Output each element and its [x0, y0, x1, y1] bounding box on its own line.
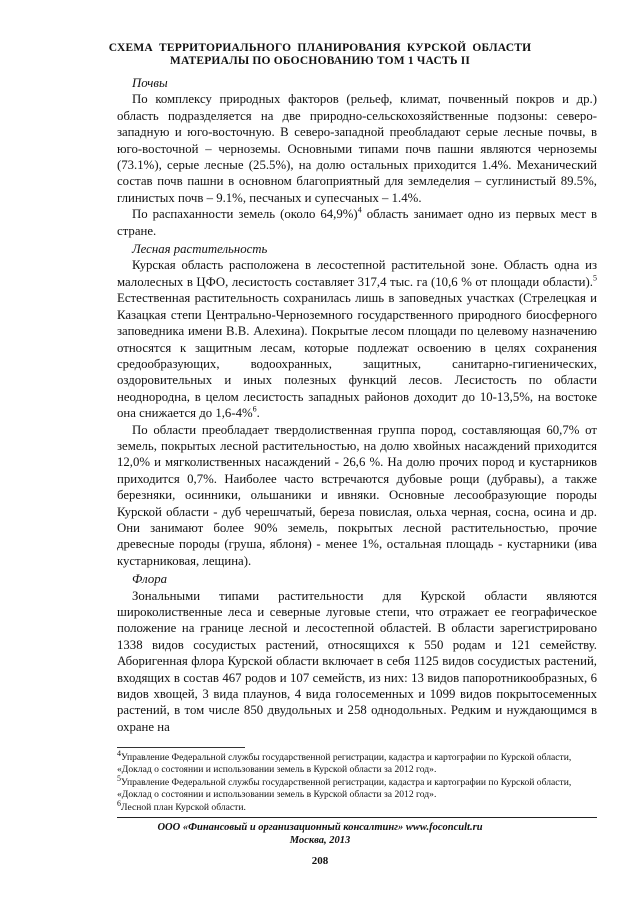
footnote-5: [117, 773, 597, 802]
document-body: [117, 73, 597, 735]
header-title: СХЕМА ТЕРРИТОРИАЛЬНОГО ПЛАНИРОВАНИЯ КУРСКОЙ ОБЛАСТИ: [108, 42, 532, 54]
footer-company: ООО «Финансовый и организационный консалтинг» www.foconcult.ru: [157, 822, 483, 833]
text-span: область занимает одно из первых мест в стране.: [117, 207, 597, 238]
section-title-flora: Флора: [132, 572, 168, 587]
footnotes: [117, 748, 597, 814]
text-span: Естественная растительность сохранилась лишь в заповедных участках (Стрелецкая и Казацкая степи Центрально-Черноземного государственного природного биосферного заповедника имени В.В. Алехина). Покрытые лесом площади по целевому назначению относятся к защитным лесам, которые подлежат освоению в целях сохранения средообразующих, водоохранных, защитных, санитарно-гигиенических, оздоровительных и иных полезных функций лесов. Лесистость по области неоднородна, в целом лесистость западных районов доходит до 10-13,5%, на востоке она снижается до 1,6-4%: [117, 291, 597, 421]
footnote-ref-4: 4: [357, 205, 362, 215]
footer-city-year: Москва, 2013: [289, 835, 351, 846]
footer-divider: [117, 817, 597, 818]
footnote-number: 6: [117, 798, 121, 808]
section-title-soils: Почвы: [132, 76, 168, 90]
paragraph-flora-1: Зональными типами растительности для Курской области являются широколиственные леса и северные луговые степи, что отражает ее географическое положение на границе лесной и лесостепной областей. В области зарегистрировано 1338 видов сосудистых растений, относящихся к 550 родам и 121 семейству. Аборигенная флора Курской области включает в себя 1125 видов сосудистых растений, входящих в состав 467 родов и 107 семейств, из них: 13 видов папоротникообразных, 6 видов хвощей, 3 вида плаунов, 4 вида голосеменных и 1099 видов покрытосеменных растений, в том числе 850 двудольных и 258 однодольных. Редким и нуждающимся в охране на: [117, 588, 597, 734]
footnote-number: 5: [117, 773, 121, 783]
text-span: По распаханности земель (около 64,9%): [132, 207, 358, 222]
footnote-4: [117, 748, 597, 777]
footnote-number: 4: [117, 748, 121, 758]
footnote-text: Управление Федеральной службы государственной регистрации, кадастра и картографии по Курской области, «Доклад о состоянии и использовании земель в Курской области за 2012 год».: [117, 752, 572, 776]
paragraph-forest-1: [117, 257, 597, 421]
section-title-forest: Лесная растительность: [132, 242, 268, 257]
text-span: Курская область расположена в лесостепной растительной зоне. Область одна из малолесных в ЦФО, лесистость составляет 317,4 тыс. га (10,6 % от площади области).: [117, 258, 597, 289]
page-number: 208: [311, 855, 329, 867]
paragraph-soils-1: По комплексу природных факторов (рельеф, климат, почвенный покров и др.) область подразделяется на две природно-сельскохозяйственные подзоны: северо-западную и юго-восточную. В северо-западной преобладают серые лесные почвы, в юго-восточной – черноземы. Основными типами почв пашни являются черноземы (73.1%), серые лесные (25.5%), на долю остальных приходится 1.4%. Механический состав почв пашни в основном благоприятный для земледелия – суглинистый 89.5%, глинистых почв – 9.1%, песчаных и супесчаных – 1.4%.: [117, 92, 597, 205]
header-subtitle: МАТЕРИАЛЫ ПО ОБОСНОВАНИЮ ТОМ 1 ЧАСТЬ II: [169, 55, 471, 67]
footnote-text: Управление Федеральной службы государственной регистрации, кадастра и картографии по Курской области, «Доклад о состоянии и использовании земель в Курской области за 2012 год».: [117, 776, 572, 801]
text-span: .: [256, 406, 260, 421]
footnote-ref-6: 6: [252, 404, 257, 414]
paragraph-soils-2: [117, 206, 597, 239]
footnote-text: Лесной план Курской области.: [121, 801, 246, 813]
footnote-divider: [117, 747, 245, 748]
footnote-6: [117, 798, 597, 814]
footnote-ref-5: 5: [593, 273, 597, 283]
paragraph-forest-2: По области преобладает твердолиственная группа пород, составляющая 60,7% от земель, покрытых лесной растительностью, на долю хвойных насаждений приходится 12,0% и мягколиственных насаждений - 26,6 %. На долю прочих пород и кустарников приходится 0,7%. Наиболее часто встречаются дубовые рощи (дубравы), а также березняки, осинники, ольшаники и ивняки. Основные лесообразующие породы Курской области - дуб черешчатый, береза повислая, ольха черная, сосна, осина и др. Они занимают более 90% земель, покрытых лесной растительностью, прочие древесные породы (груша, яблоня) - менее 1%, остальная площадь - кустарники (ива кустарниковая, лещина).: [117, 422, 597, 568]
